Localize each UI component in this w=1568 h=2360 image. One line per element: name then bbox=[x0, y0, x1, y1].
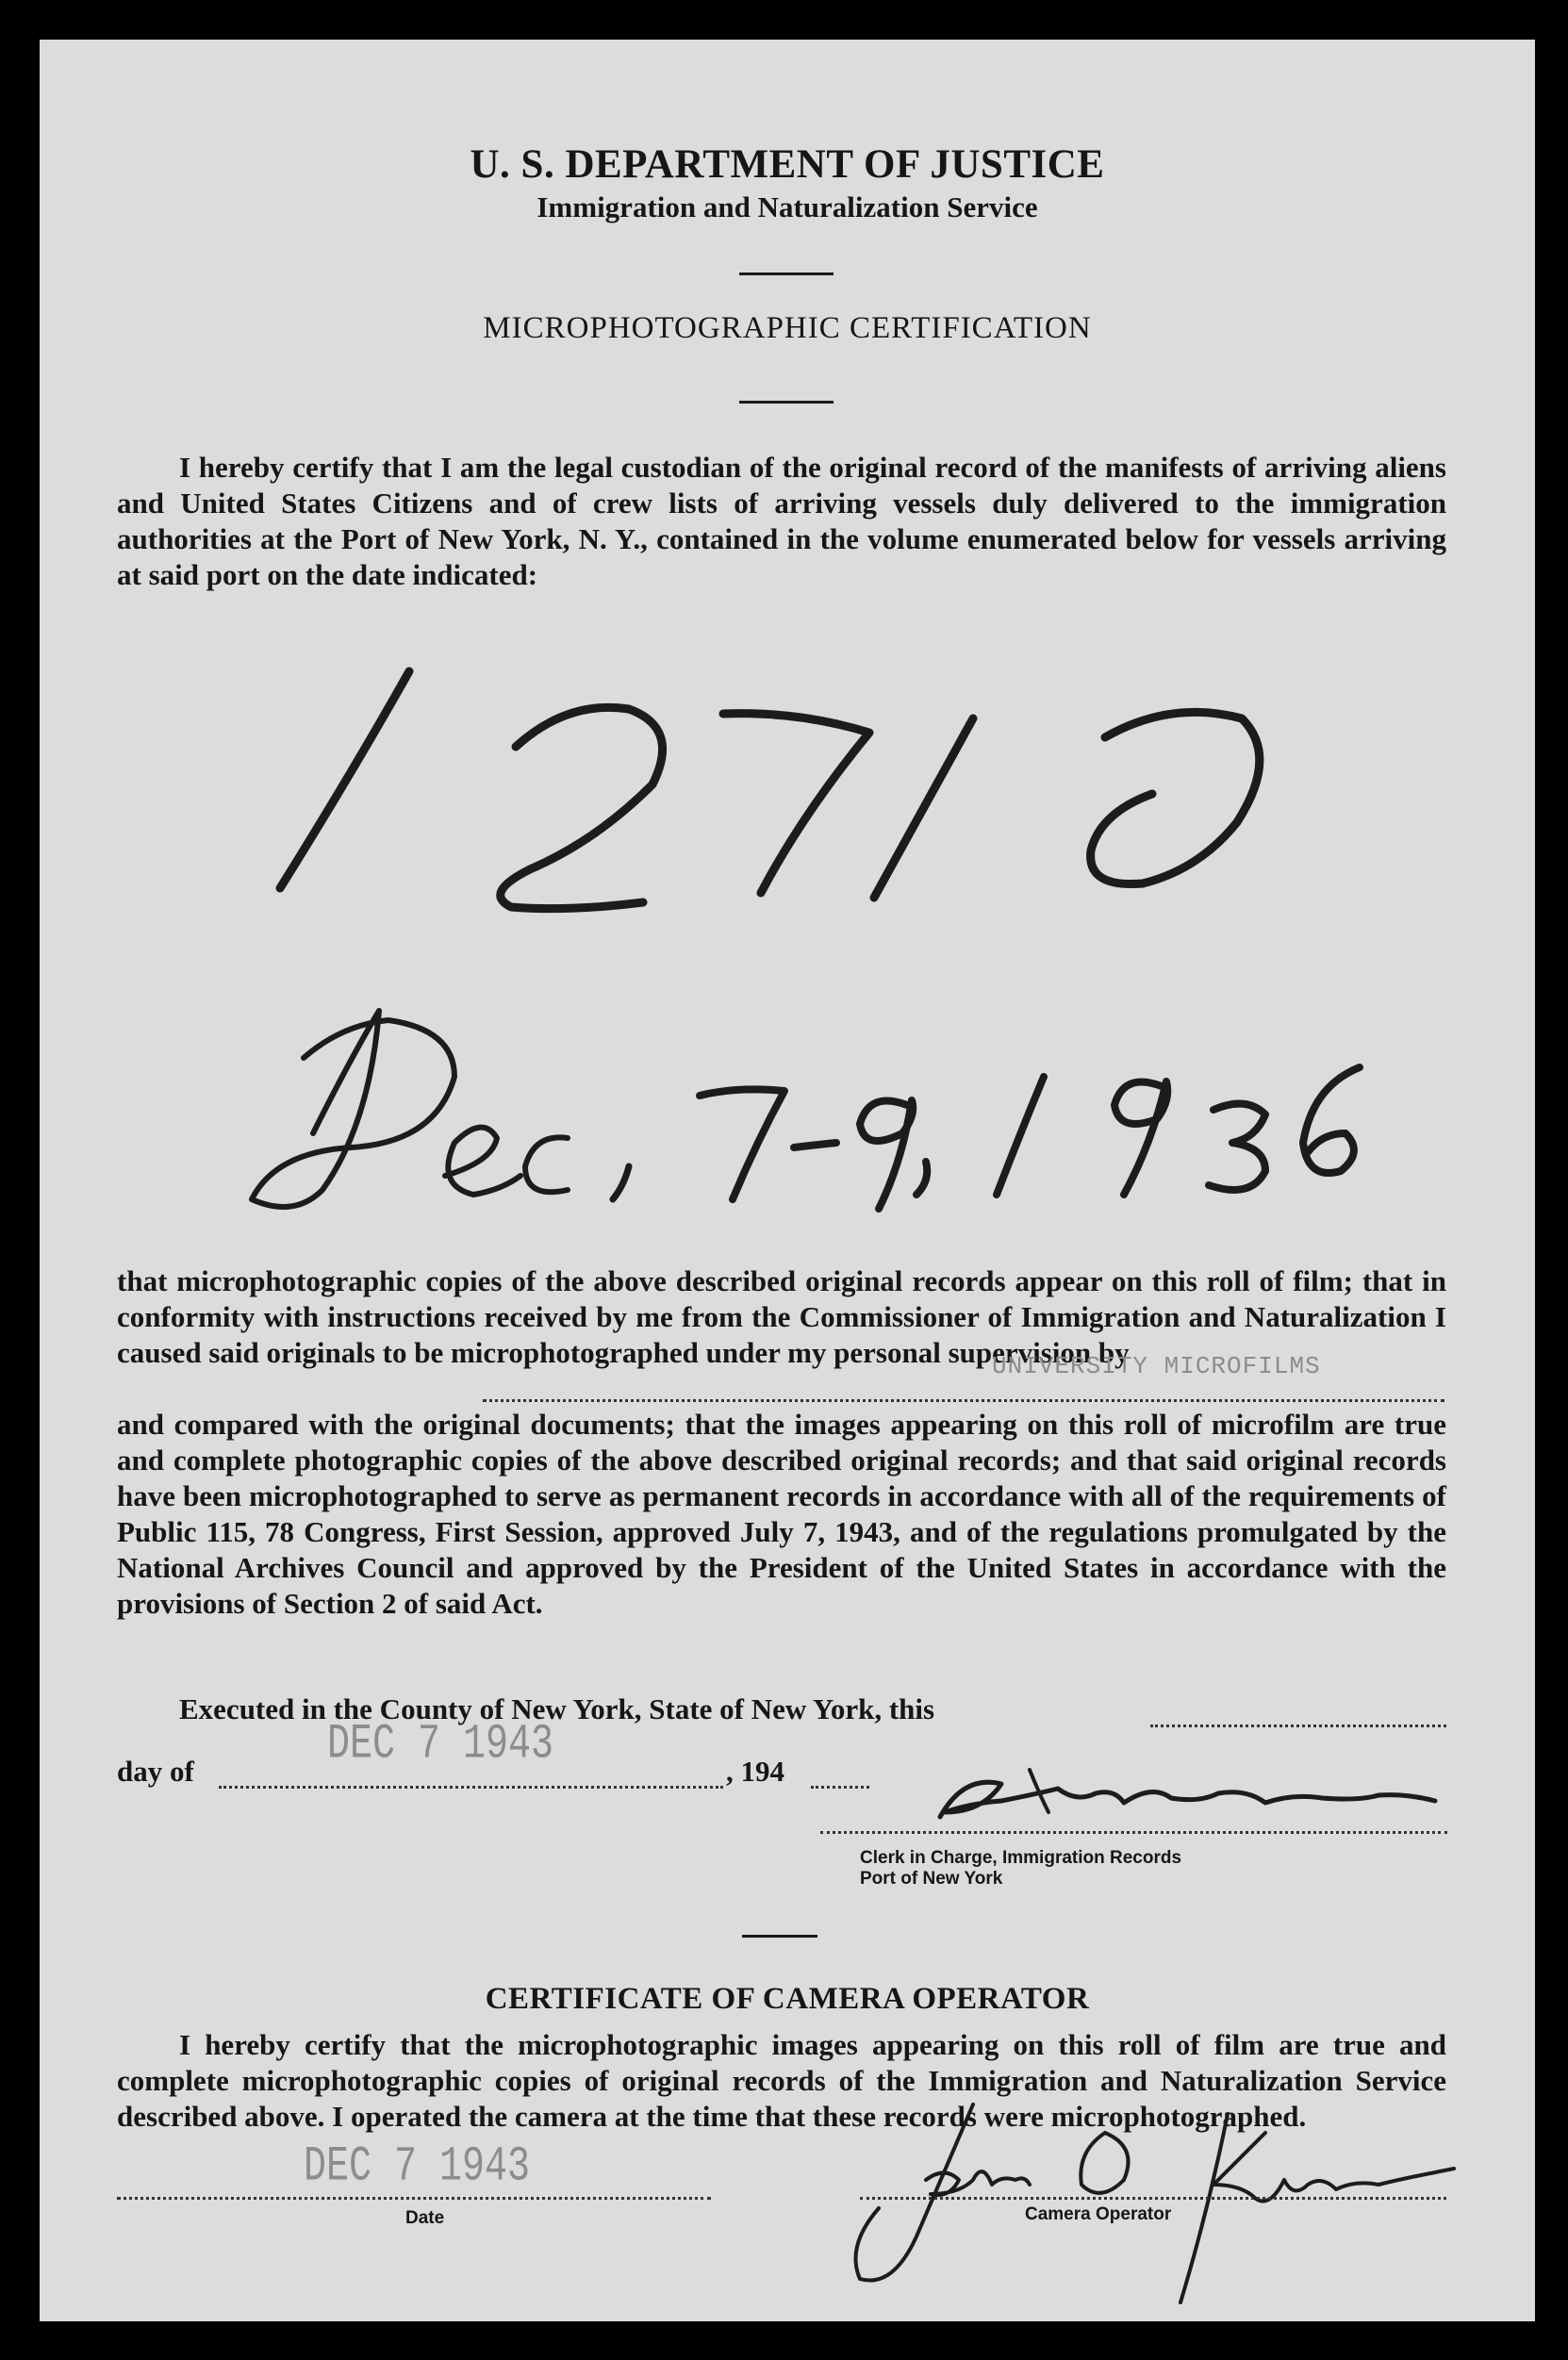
camera-operator-paragraph: I hereby certify that the microphotographic images appearing on this roll of film are true and complete microphotographic copies of original records of the Immigration and Naturalization Service described above. I operated the camera at the time that these records were microphotographed. bbox=[117, 2028, 1446, 2133]
date-label: Date bbox=[405, 2208, 445, 2228]
clerk-date-stamp: DEC 7 1943 bbox=[327, 1718, 554, 1774]
camera-operator-signature bbox=[40, 40, 1535, 2321]
day-of-label: day of bbox=[117, 1755, 194, 1788]
certificate-page bbox=[40, 40, 1535, 2321]
operator-date-stamp: DEC 7 1943 bbox=[304, 2140, 531, 2196]
university-microfilms-stamp: UNIVERSITY MICROFILMS bbox=[992, 1352, 1321, 1380]
operator-signature-line bbox=[860, 2197, 1446, 2200]
service-subtitle: Immigration and Naturalization Service bbox=[536, 190, 1038, 223]
custodian-paragraph: I hereby certify that I am the legal custodian of the original record of the manifests of arriving aliens and United States Citizens and of crew lists of arriving vessels duly delivered to the immigration authorities at the Port of New York, N. Y., contained in the volume enumerated below for vessels arriving at said port on the date indicated: bbox=[117, 451, 1446, 591]
camera-operator-title: CERTIFICATE OF CAMERA OPERATOR bbox=[485, 1982, 1090, 2016]
clerk-title-line2: Port of New York bbox=[860, 1869, 1003, 1889]
certification-title: MICROPHOTOGRAPHIC CERTIFICATION bbox=[483, 311, 1092, 345]
clerk-title-line1: Clerk in Charge, Immigration Records bbox=[860, 1848, 1182, 1868]
microfilm-paragraph-part2: and compared with the original documents; that the images appearing on this roll of microfilm are true and complete photographic copies of the above described original records; and that said original records have been microphotographed to serve as permanent records in accordance with all of the requirements of Public 115, 78 Congress, First Session, approved July 7, 1943, and of the regulations promulgated by the National Archives Council and approved by the President of the United States in accordance with the provisions of Section 2 of said Act. bbox=[117, 1408, 1446, 1620]
year-prefix: , 194 bbox=[726, 1755, 784, 1788]
department-title: U. S. DEPARTMENT OF JUSTICE bbox=[470, 142, 1105, 187]
microfilm-paragraph-part1: that microphotographic copies of the above described original records appear on this roll of film; that in conformity with instructions received by me from the Commissioner of Immigration and Naturalization I caused said originals to be microphotographed under my personal supervision by bbox=[117, 1264, 1446, 1369]
executed-statement: Executed in the County of New York, State of New York, this bbox=[179, 1692, 935, 1725]
camera-operator-label: Camera Operator bbox=[1025, 2204, 1172, 2224]
